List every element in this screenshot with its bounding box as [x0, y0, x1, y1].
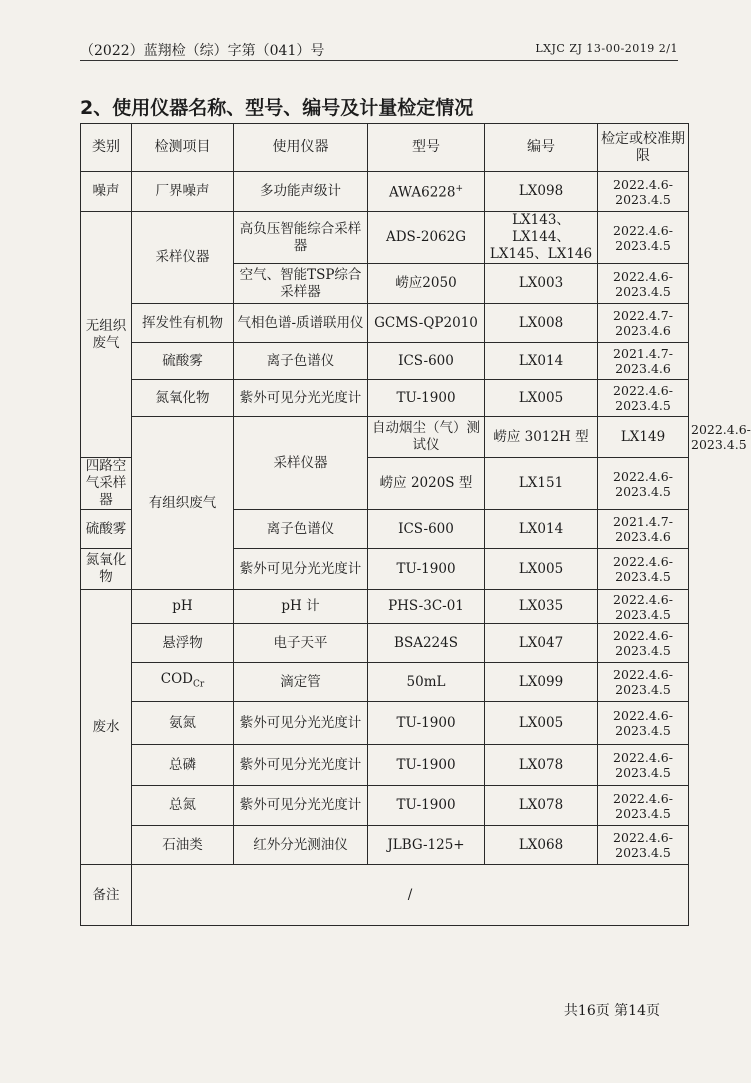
form-code: LXJC ZJ 13-00-2019 2/1	[535, 42, 678, 55]
item-cell: 悬浮物	[132, 624, 234, 663]
item-cell: 厂界噪声	[132, 172, 234, 212]
item-text: COD	[160, 670, 194, 687]
code-cell: LX098	[485, 172, 598, 212]
code-cell: LX005	[485, 702, 598, 745]
table-row	[81, 702, 689, 745]
instrument-cell: 紫外可见分光光度计	[234, 380, 368, 417]
instrument-cell: 自动烟尘（气）测试仪	[368, 417, 485, 458]
code-cell: LX068	[485, 826, 598, 865]
report-number: （2022）蓝翔检（综）字第（041）号	[80, 43, 325, 59]
code-cell: LX003	[485, 264, 598, 304]
code-cell: LX014	[485, 510, 598, 549]
category-cell: 废水	[81, 590, 132, 865]
code-cell: LX005	[485, 549, 598, 590]
model-cell: 崂应 3012H 型	[485, 417, 598, 458]
period-cell: 2022.4.6-2023.4.5	[598, 212, 689, 264]
period-cell: 2022.4.7-2023.4.6	[598, 304, 689, 343]
page-header	[80, 34, 678, 61]
period-cell: 2022.4.6-2023.4.5	[598, 663, 689, 702]
instrument-cell: 空气、智能TSP综合采样器	[234, 264, 368, 304]
code-cell: LX047	[485, 624, 598, 663]
item-cell: 采样仪器	[234, 417, 368, 510]
table-row	[81, 172, 689, 212]
category-cell: 有组织废气	[132, 417, 234, 590]
note-label: 备注	[81, 865, 132, 926]
period-cell: 2022.4.6-2023.4.5	[598, 786, 689, 826]
model-cell: TU-1900	[368, 702, 485, 745]
model-cell: ICS-600	[368, 510, 485, 549]
table-row	[81, 826, 689, 865]
col-header-item: 检测项目	[132, 124, 234, 172]
note-value: /	[132, 865, 689, 926]
instrument-table	[80, 123, 751, 926]
table-row	[81, 786, 689, 826]
period-cell: 2022.4.6-2023.4.5	[598, 458, 689, 510]
item-cell	[132, 663, 234, 702]
instrument-cell: 紫外可见分光光度计	[234, 745, 368, 786]
item-cell: 采样仪器	[132, 212, 234, 304]
period-cell: 2022.4.6-2023.4.5	[598, 380, 689, 417]
item-cell: 氮氧化物	[132, 380, 234, 417]
instrument-cell: 高负压智能综合采样器	[234, 212, 368, 264]
code-cell: LX008	[485, 304, 598, 343]
table-header-row	[81, 124, 689, 172]
model-cell: 50mL	[368, 663, 485, 702]
table-row	[81, 663, 689, 702]
col-header-code: 编号	[485, 124, 598, 172]
table-row	[81, 624, 689, 663]
instrument-cell: 四路空气采样器	[81, 458, 132, 510]
item-subscript: Cr	[193, 679, 205, 690]
instrument-cell: 红外分光测油仪	[234, 826, 368, 865]
table-row	[81, 745, 689, 786]
model-text: AWA6228	[388, 184, 456, 201]
period-cell: 2021.4.7-2023.4.6	[598, 343, 689, 380]
instrument-cell: 气相色谱-质谱联用仪	[234, 304, 368, 343]
item-cell: 氮氧化物	[81, 549, 132, 590]
category-cell: 噪声	[81, 172, 132, 212]
table-row: 有组织废气 采样仪器 自动烟尘（气）测试仪 崂应 3012H 型 LX149 2022.4.6-2023.4.5	[81, 417, 689, 458]
code-cell: LX035	[485, 590, 598, 624]
category-cell: 无组织废气	[81, 212, 132, 458]
model-cell: PHS-3C-01	[368, 590, 485, 624]
instrument-cell: 多功能声级计	[234, 172, 368, 212]
code-cell: LX099	[485, 663, 598, 702]
item-cell: pH	[132, 590, 234, 624]
instrument-cell: 紫外可见分光光度计	[234, 549, 368, 590]
item-cell: 挥发性有机物	[132, 304, 234, 343]
instrument-cell: 离子色谱仪	[234, 510, 368, 549]
instrument-cell: 紫外可见分光光度计	[234, 786, 368, 826]
model-cell: ICS-600	[368, 343, 485, 380]
table-row	[81, 380, 689, 417]
model-cell: ADS-2062G	[368, 212, 485, 264]
code-cell: LX149	[598, 417, 689, 458]
model-cell: BSA224S	[368, 624, 485, 663]
col-header-category: 类别	[81, 124, 132, 172]
table-row	[81, 304, 689, 343]
item-cell: 硫酸雾	[132, 343, 234, 380]
period-cell: 2022.4.6-2023.4.5	[598, 702, 689, 745]
period-cell: 2022.4.6-2023.4.5	[598, 826, 689, 865]
code-cell: LX143、LX144、LX145、LX146	[485, 212, 598, 264]
code-cell: LX078	[485, 745, 598, 786]
item-cell: 氨氮	[132, 702, 234, 745]
period-cell: 2022.4.6-2023.4.5	[598, 745, 689, 786]
instrument-cell: 紫外可见分光光度计	[234, 702, 368, 745]
instrument-cell: 滴定管	[234, 663, 368, 702]
col-header-instrument: 使用仪器	[234, 124, 368, 172]
table-row	[81, 343, 689, 380]
model-cell: TU-1900	[368, 786, 485, 826]
period-cell: 2022.4.6-2023.4.5	[598, 590, 689, 624]
item-cell: 石油类	[132, 826, 234, 865]
note-row	[81, 865, 689, 926]
code-cell: LX078	[485, 786, 598, 826]
section-title: 2、使用仪器名称、型号、编号及计量检定情况	[80, 97, 474, 119]
item-cell: 总磷	[132, 745, 234, 786]
instrument-cell: 电子天平	[234, 624, 368, 663]
model-cell: TU-1900	[368, 380, 485, 417]
col-header-period: 检定或校准期限	[598, 124, 689, 172]
period-cell: 2022.4.6-2023.4.5	[598, 624, 689, 663]
model-cell: 崂应2050	[368, 264, 485, 304]
table-row	[81, 590, 689, 624]
period-cell: 2021.4.7-2023.4.6	[598, 510, 689, 549]
instrument-cell: 离子色谱仪	[234, 343, 368, 380]
model-cell: 崂应 2020S 型	[368, 458, 485, 510]
col-header-model: 型号	[368, 124, 485, 172]
code-cell: LX151	[485, 458, 598, 510]
period-cell: 2022.4.6-2023.4.5	[598, 549, 689, 590]
page-number: 共16页 第14页	[563, 1003, 660, 1019]
model-superscript: +	[455, 184, 464, 195]
model-cell	[368, 172, 485, 212]
model-cell: GCMS-QP2010	[368, 304, 485, 343]
item-cell: 硫酸雾	[81, 510, 132, 549]
code-cell: LX005	[485, 380, 598, 417]
model-cell: JLBG-125+	[368, 826, 485, 865]
model-cell: TU-1900	[368, 549, 485, 590]
period-cell: 2022.4.6-2023.4.5	[598, 264, 689, 304]
period-cell: 2022.4.6-2023.4.5	[598, 172, 689, 212]
code-cell: LX014	[485, 343, 598, 380]
item-cell: 总氮	[132, 786, 234, 826]
table-row	[81, 212, 689, 264]
model-cell: TU-1900	[368, 745, 485, 786]
instrument-cell: pH 计	[234, 590, 368, 624]
